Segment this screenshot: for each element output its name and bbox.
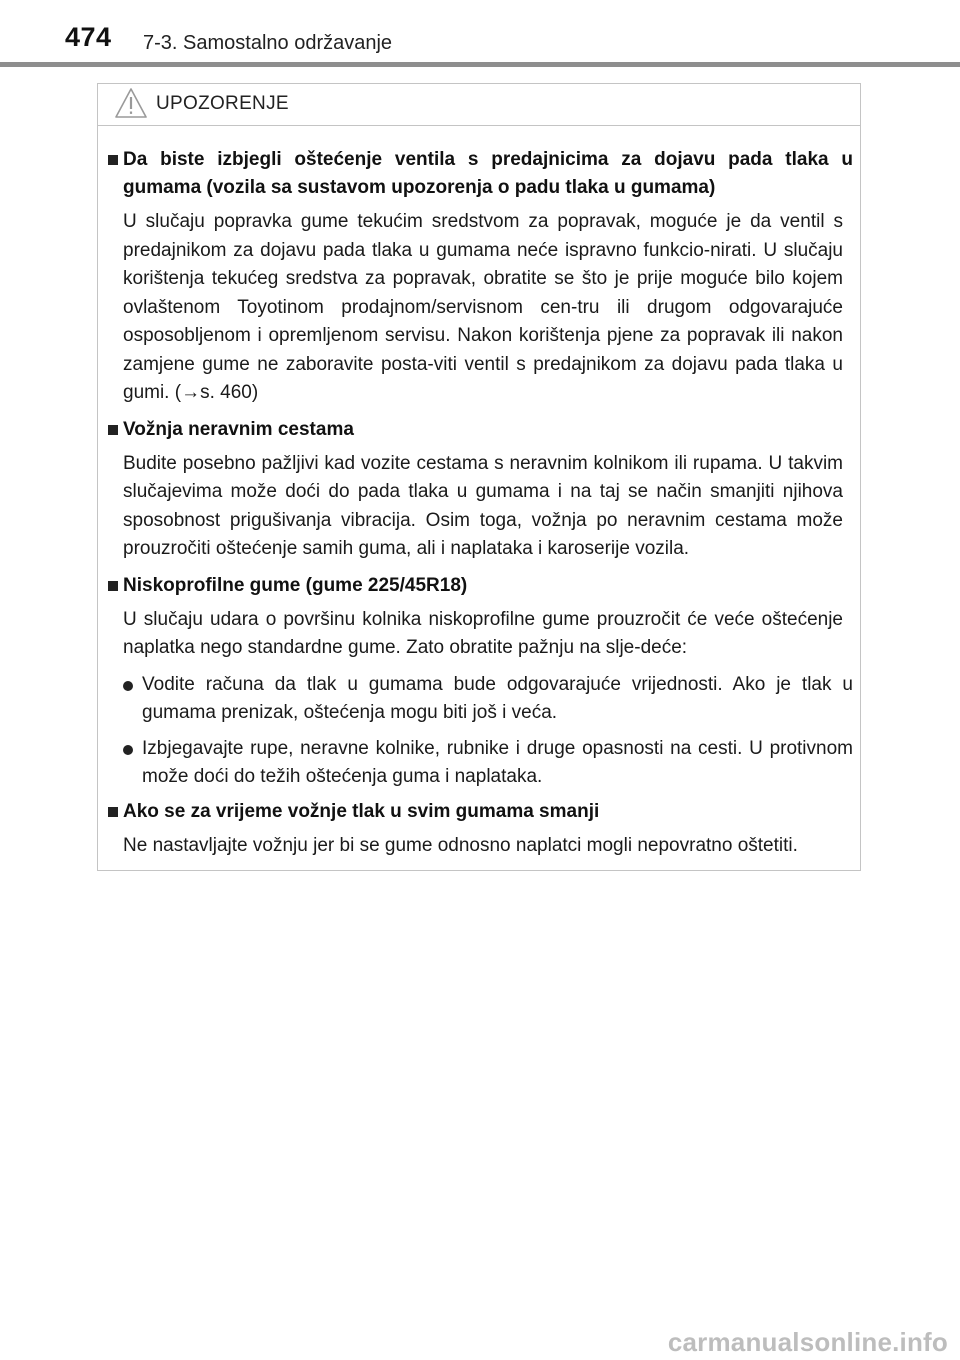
item-heading-pressure-drop [108,798,853,826]
square-bullet-icon [108,425,118,435]
round-bullet-icon [123,681,133,691]
list-item-text: Vodite računa da tlak u gumama bude odgovarajuće vrijednosti. Ako je tlak u gumama prenizak, oštećenja mogu biti još i veća. [142,673,853,723]
item-heading-text: Da biste izbjegli oštećenje ventila s predajnicima za dojavu pada tlaka u gumama (vozila sa sustavom upozorenja o padu tlaka u gumama) [123,149,853,198]
warning-header [98,84,860,126]
round-bullet-icon [123,745,133,755]
item-text-rough-roads: Budite posebno pažljivi kad vozite cestama s neravnim kolnikom ili rupama. U takvim slučajevima može doći do pada tlaka u gumama i na taj se način smanjiti njihova sposobnost prigušivanja vibracija. Osim toga, vožnja po neravnim cestama može prouzročiti oštećenje samih guma, ali i naplataka i karoserije vozila. [123,452,843,559]
watermark: carmanualsonline.info [667,1327,948,1357]
item-heading-text: Ako se za vrijeme vožnje tlak u svim gumama smanji [123,800,600,822]
item-heading-low-profile-tires [108,572,853,600]
item-heading-text: Vožnja neravnim cestama [123,418,354,440]
item-heading-valve-protection [108,146,853,202]
square-bullet-icon [108,581,118,591]
list-item [108,671,853,728]
item-text-pressure-drop: Ne nastavljajte vožnju jer bi se gume odnosno naplatci mogli nepovratno oštetiti. [123,834,798,856]
section-title: 7-3. Samostalno održavanje [143,32,393,54]
item-text-valve-protection: U slučaju popravka gume tekućim sredstvom za popravak, moguće je da ventil s predajnikom za dojavu pada tlaka u gumama neće ispravno funkcio-nirati. U slučaju korištenja tekućeg sredstva za popravak, obratite se što je prije moguće bilo kojem ovlaštenom Toyotinom prodajnom/servisnom cen-tru ili drugom odgovarajuće osposobljenom i opremljenom servisu. Nakon korištenja pjene za popravak ili nakon zamjene gume ne zaboravite posta-viti ventil s predajnikom za dojavu pada tlaka u gumi. (→s. 460) [123,211,843,403]
item-text-low-profile-tires: U slučaju udara o površinu kolnika niskoprofilne gume prouzročit će veće oštećenje naplatka nego standardne gume. Zato obratite pažnju na slje-deće: [123,608,843,658]
item-heading-rough-roads [108,416,853,444]
warning-box [97,83,861,871]
warning-title: UPOZORENJE [156,93,289,114]
header-divider [0,62,960,67]
square-bullet-icon [108,155,118,165]
warning-triangle-icon [114,87,148,119]
item-heading-text: Niskoprofilne gume (gume 225/45R18) [123,574,468,596]
list-item-text: Izbjegavajte rupe, neravne kolnike, rubnike i druge opasnosti na cesti. U protivnom može doći do težih oštećenja guma i naplataka. [142,737,853,787]
warning-body [98,126,860,860]
list-item [108,735,853,792]
page-number: 474 [65,22,112,52]
square-bullet-icon [108,807,118,817]
page-header [0,0,960,66]
